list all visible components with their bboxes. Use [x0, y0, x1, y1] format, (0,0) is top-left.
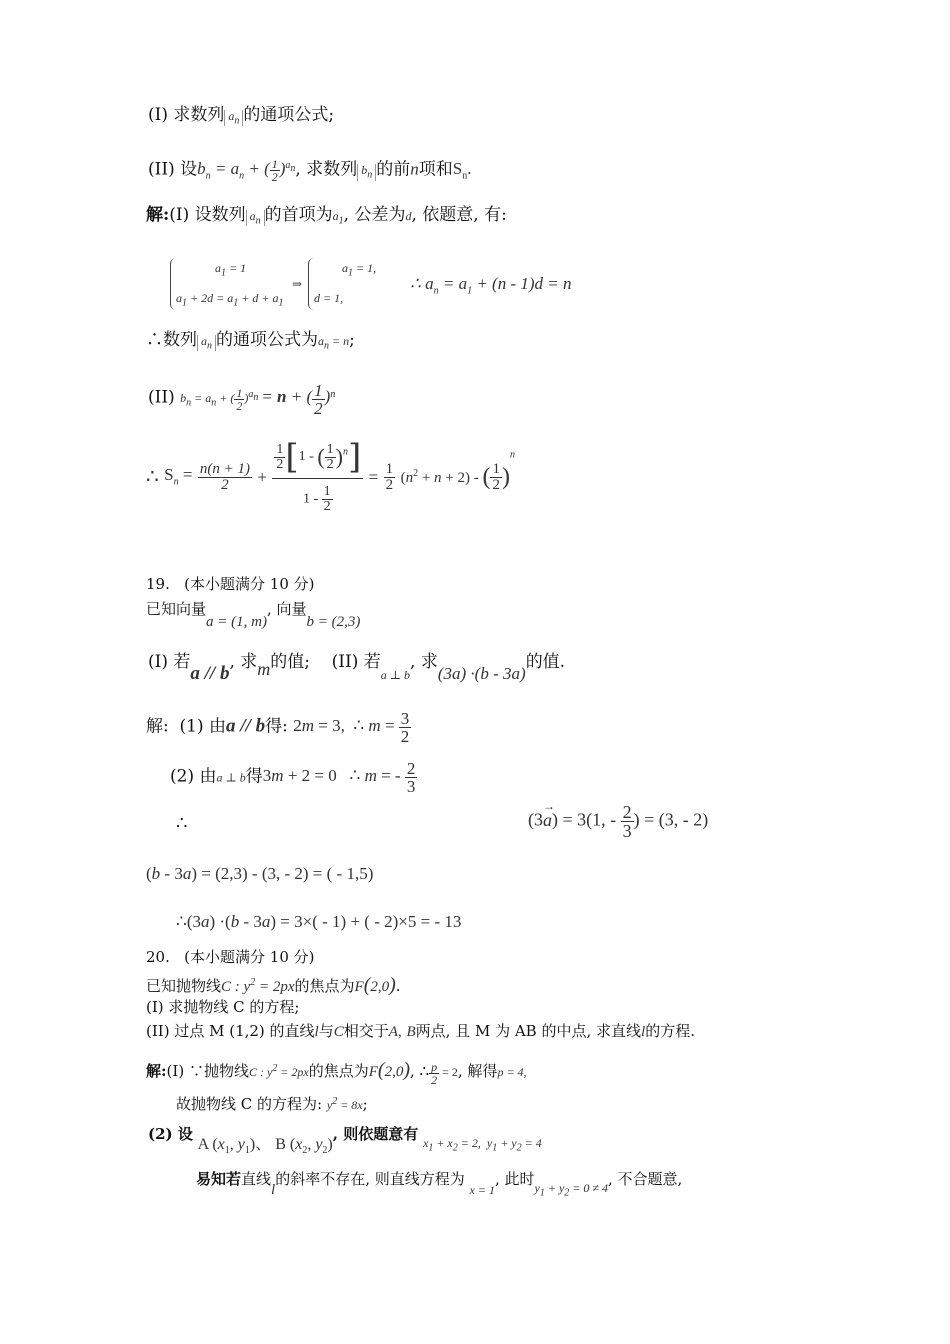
q18-part1-text: (I) 求数列 [148, 105, 225, 125]
q19-p2-mid: , 求 [410, 652, 438, 672]
q20-sol3a: 易知若 [196, 1170, 242, 1188]
q20-sol3c: 的斜率不存在, 则直线方程为 [275, 1170, 465, 1188]
q20-given-mid: 的焦点为 [294, 977, 355, 995]
d-symbol: d [405, 209, 412, 223]
m-symbol: m [257, 659, 271, 679]
eq-2m-3: 2m = 3, ∴ m = $\frac{3}{2}$ [293, 709, 410, 746]
q19-p1: (I) 若 [148, 652, 191, 672]
q19-number: 19. [146, 575, 170, 593]
vec-a-def: a = (1, m) [206, 614, 267, 630]
points-ab: A ($x_1$, $y_1$)、 B ($x_2$, $y_2$) [197, 1136, 333, 1157]
q20-p2b: 与 [318, 1022, 334, 1040]
q20-sol2-mid: , 则依题意有 [332, 1125, 419, 1143]
q19-p1-mid: , 求 [229, 652, 258, 672]
q19-sol-label: 解: [146, 716, 169, 737]
q20-sol3e: , 不合题意, [607, 1170, 683, 1188]
a1-symbol: $a_1$ [332, 209, 344, 227]
an-eq-n: $a_n = n$ [318, 334, 350, 352]
q20-sol1-line2: 故抛物线 C 的方程为: $y^2 = 8x$; [176, 1095, 368, 1113]
q20-sol1 [146, 1060, 527, 1086]
q19-sol2 [170, 760, 417, 795]
three-a-vector: (3a → ) = 3(1, - $\frac{2}{3}$ ) = (3, - 2) [528, 798, 709, 841]
x-eq-1: x = 1 [469, 1183, 495, 1197]
q20-sol1-mid2: , ∴ [410, 1062, 430, 1080]
vec-b-def: b = (2,3) [306, 614, 361, 630]
q19-sol1-text: (1) 由 [179, 716, 227, 737]
seq-an-3: $a_n$ [197, 335, 216, 351]
q20-p2c: 相交于 [343, 1022, 389, 1040]
q20-given: 已知抛物线C : $y^2 = 2px$的焦点为F(2,0). [146, 974, 401, 996]
q18-part1-line [148, 107, 334, 126]
q18-sol-intro: (I) 设数列 [169, 205, 246, 225]
q19-header [146, 577, 315, 592]
q18-part2-tail: 的前 [376, 159, 411, 180]
q19-given [146, 600, 361, 630]
q20-sol1-mid: 的焦点为 [308, 1062, 369, 1080]
system-eq2: $a_1 + 2d = a_1 + d + a_1$ [176, 291, 284, 309]
q20-sol1-text: (I) ∵抛物线 [166, 1062, 249, 1080]
seq-an: $a_n$ [224, 110, 243, 126]
q20-sol2-text: (2) 设 [148, 1125, 193, 1143]
q20-sol3: 易知若直线l的斜率不存在, 则直线方程为 $_{x = 1}$, 此时$_{y_1 + y_2 = 0 \ne 4}$, 不合题意, [196, 1170, 683, 1199]
q18-part2-line: (II) 设$b_n = a_n$ + ( $\frac{1}{2}$ )$^{a_n}$, 求数列 $b_n$ 的前n项和$S_n$. [148, 157, 472, 184]
q19-question-parts [148, 652, 566, 684]
sum-conditions: x1 + x2 = 2, y1 + y2 = 4 [422, 1136, 542, 1154]
system-sol2: d = 1, [314, 291, 344, 305]
q18-therefore-seq2: 的通项公式为 [216, 330, 318, 350]
q18-conclusion: ∴数列 $a_n$ 的通项公式为$a_n = n$; [146, 330, 355, 352]
q18-solution-intro [146, 207, 507, 226]
focus-def-2: F(2,0) [368, 1059, 411, 1081]
q20-p1: (I) 求抛物线 C 的方程; [146, 998, 300, 1016]
q19-p2-tail: 的值. [525, 652, 566, 672]
q19-header-text: (本小题满分 10 分) [184, 575, 315, 593]
q19-given-mid: , 向量 [266, 600, 307, 618]
q20-sol2 [148, 1125, 542, 1157]
q20-sol3d: , 此时 [494, 1170, 535, 1188]
focus-def: F(2,0) [354, 974, 396, 996]
eq-3m-plus-2: 3m + 2 = 0 ∴ m = - $\frac{2}{3}$ [262, 759, 416, 796]
q20-given-text: 已知抛物线 [146, 977, 222, 995]
bn-def: $b_n = a_n$ + ( $\frac{1}{2}$ )$^{a_n}$ [197, 157, 296, 184]
parabola-y2-8x: $y^2 = 8x$ [326, 1096, 363, 1112]
q19-sol1 [146, 710, 411, 745]
q20-p2e: 的方程. [645, 1022, 695, 1040]
q20-p2d: 两点, 且 M 为 AB 的中点, 求直线 [415, 1022, 642, 1040]
q19-p2: (II) 若 [331, 652, 381, 672]
q20-p2a: (II) 过点 M (1,2) 的直线 [146, 1022, 315, 1040]
dot-product-expr: (3a) ·(b - 3a) [437, 664, 526, 683]
p-eq-4: p = 4, [497, 1065, 527, 1079]
system-sol1: $a_1 = 1$, [342, 261, 377, 279]
q20-sol1-tail: , 解得 [457, 1062, 498, 1080]
seq-bn: $b_n$ [357, 164, 376, 180]
q20-header-text: (本小题满分 10 分) [184, 948, 315, 966]
a-parallel-b-2: a // b [226, 715, 266, 737]
q19-therefore-symbol: ∴ [176, 813, 188, 834]
q20-header [146, 950, 315, 965]
q18-part2-mid: , 求数列 [295, 159, 358, 180]
q20-sol3b: 直线 [241, 1170, 272, 1188]
sn-formula: ∴ $S_n$ = $\frac{n(n + 1)}{2}$ + $\frac{1}{2}$ [1 - ( $\frac{1}{2}$ )$^n$] 1 - $\frac{1}{2}$ = $\frac{1}{2}$ $(n^2 + n + 2)$ - ( $\frac{1}{2}$ )$^n$ [146, 437, 515, 514]
y-sum-zero: y1 + y2 = 0 ≠ 4 [534, 1181, 608, 1199]
q18-part2-tail2: 项和 [418, 159, 453, 180]
q20-sol1-line2-text: 故抛物线 C 的方程为: [176, 1095, 323, 1113]
q20-sol-label: 解: [146, 1062, 167, 1080]
q19-sol2-mid: 得 [245, 766, 263, 787]
a-parallel-b: a // b [190, 663, 230, 684]
system-eq1: $a_1 = 1$ [215, 261, 247, 279]
q18-solution-label: 解: [146, 205, 170, 225]
q18-sol-intro3: , 公差为 [343, 205, 406, 225]
q20-number: 20. [146, 948, 170, 966]
seq-an-2: $a_n$ [246, 210, 265, 226]
q19-sol1-mid: 得: [265, 716, 288, 737]
q18-part2-text: (II) 设 [148, 159, 198, 180]
q18-part1-tail: 的通项公式; [243, 105, 335, 125]
parabola-def: C : $y^2 = 2px$ [221, 977, 295, 995]
dot-product-result: ∴(3a) ·(b - 3a) = 3×( - 1) + ( - 2)×5 = - 13 [176, 912, 462, 931]
parabola-def-2: C : $y^2 = 2px$ [248, 1063, 309, 1079]
a-perp-b-2: a ⊥ b [216, 770, 246, 785]
a-perp-b: a ⊥ b [380, 668, 411, 682]
q18-therefore-seq: ∴数列 [146, 330, 197, 350]
q18-sol-intro2: 的首项为 [264, 205, 333, 225]
q19-p1-tail: 的值; [270, 652, 310, 672]
q19-sol2-text: (2) 由 [170, 766, 217, 787]
b-minus-3a: (b - 3a) = (2,3) - (3, - 2) = ( - 1,5) [146, 864, 374, 883]
q18-part2-solution [148, 382, 335, 417]
p-over-2: $\frac{p}{2}$ = 2 [431, 1059, 458, 1087]
q19-given-text: 已知向量 [146, 600, 207, 618]
q20-p2: (II) 过点 M (1,2) 的直线l与C相交于A, B两点, 且 M 为 AB 的中点, 求直线l的方程. [146, 1022, 695, 1040]
q18-sol-intro4: , 依题意, 有: [411, 205, 507, 225]
q18-part2-sol-label: (II) [148, 387, 175, 408]
implies-arrow: ⇒ [292, 277, 303, 291]
bn-expansion: $b_n = a_n$ + ( $\frac{1}{2}$ )$^{a_n}$ = n + ( $\frac{1}{2}$ )$^n$ [180, 381, 336, 418]
an-formula: ∴ $a_n = a_1 + (n - 1)d = n$ [410, 274, 572, 297]
